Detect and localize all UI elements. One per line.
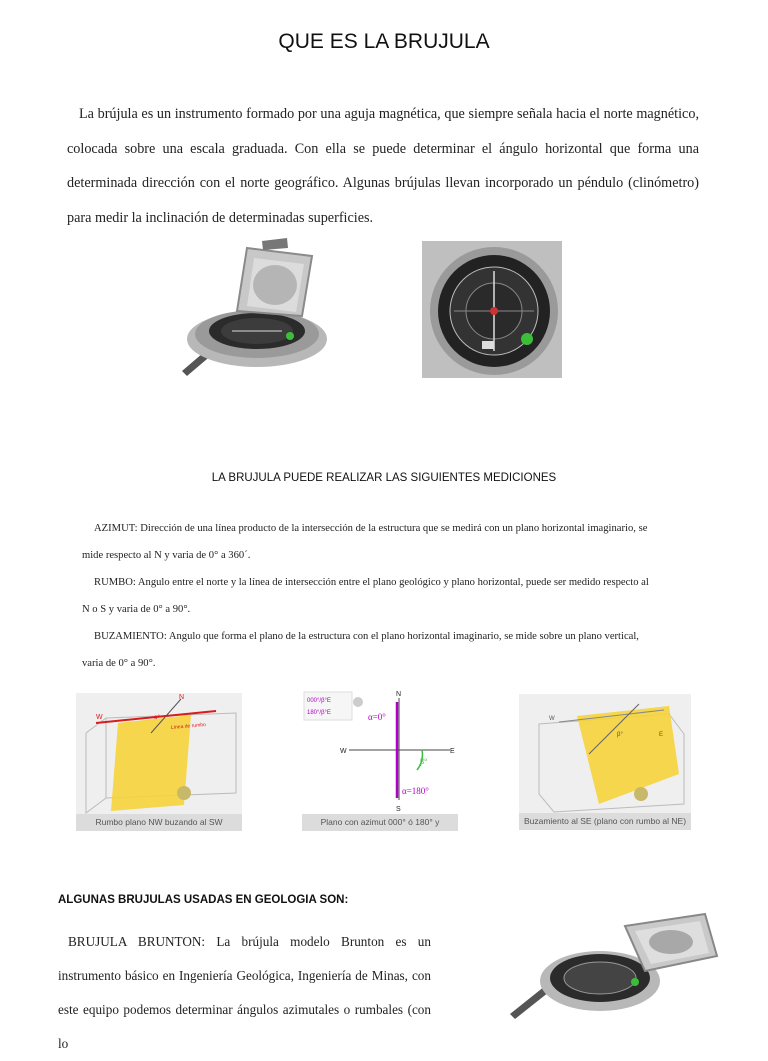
fig1-label-w: W: [96, 714, 103, 721]
brunton-text: BRUJULA BRUNTON: La brújula modelo Brunton es un instrumento básico en Ingeniería Geológica, Ingeniería de Minas, con este equipo podemos determinar ángulos azimutales o rumbales (con lo: [58, 934, 431, 1051]
measurements-list: [82, 515, 690, 677]
fig1-label-alpha: α°: [154, 715, 160, 721]
figure-buzamiento: [519, 694, 691, 830]
fig2-beta: β°: [420, 757, 428, 766]
brunton-compass-open-image: [162, 236, 334, 384]
figure-azimut: [302, 690, 458, 831]
measurement-rumbo-line1: RUMBO: Angulo entre el norte y la línea de intersección entre el plano geológico y plano horizontal, puede ser medido respecto al: [94, 577, 649, 588]
section2-heading: ALGUNAS BRUJULAS USADAS EN GEOLOGIA SON:: [58, 894, 349, 906]
figure-buzamiento-caption: Buzamiento al SE (plano con rumbo al NE): [519, 813, 691, 830]
measurement-buzamiento-line1: BUZAMIENTO: Angulo que forma el plano de la estructura con el plano horizontal imaginario, se mide sobre un plano vertical,: [94, 631, 639, 642]
figure-rumbo-caption: Rumbo plano NW buzando al SW: [76, 814, 242, 831]
fig1-label-line: Línea de rumbo: [170, 721, 207, 731]
brunton-compass-small-image: [505, 906, 721, 1021]
intro-paragraph: [67, 97, 699, 235]
measurement-buzamiento-line2: varia de 0° a 90°.: [82, 658, 156, 669]
figure-azimut-caption: Plano con azimut 000° ó 180° y: [302, 814, 458, 831]
measurement-azimut-line2: mide respecto al N y varia de 0° a 360´.: [82, 550, 251, 561]
fig3-label-beta: β°: [617, 732, 623, 738]
fig3-label-w: W: [549, 716, 555, 722]
measurement-term: RUMBO: [94, 577, 133, 588]
fig2-alpha0: α=0°: [368, 712, 386, 722]
fig2-label-e: E: [450, 748, 455, 755]
measurement-rumbo-line2: N o S y varia de 0° a 90°.: [82, 604, 191, 615]
fig2-legend2: 180°/β°E: [307, 710, 331, 716]
fig2-legend1: 000°/β°E: [307, 698, 331, 704]
compass-dial-closeup-image: [422, 241, 562, 378]
fig2-alpha180: α=180°: [402, 786, 429, 796]
figure-rumbo-diagram: [76, 693, 242, 814]
measurement-term: AZIMUT: [94, 523, 135, 534]
measurements-heading: LA BRUJULA PUEDE REALIZAR LAS SIGUIENTES MEDICIONES: [211, 472, 557, 484]
fig2-label-w: W: [340, 748, 347, 755]
measurement-term: BUZAMIENTO: [94, 631, 164, 642]
figure-azimut-diagram: [302, 690, 458, 814]
measurement-azimut-line1: AZIMUT: Dirección de una línea producto de la intersección de la estructura que se medirá con un plano horizontal imaginario, se: [94, 523, 648, 534]
fig2-label-s: S: [396, 806, 401, 813]
fig2-label-n: N: [396, 691, 402, 698]
fig1-label-n: N: [179, 694, 185, 701]
brunton-paragraph: [58, 925, 431, 1061]
fig3-label-e: E: [659, 732, 664, 738]
intro-text: La brújula es un instrumento formado por una aguja magnética, que siempre señala hacia el norte magnético, colocada sobre una escala graduada. Con ella se puede determinar el ángulo horizontal que forma una determinada dirección con el norte geográfico. Algunas brújulas llevan incorporado un péndulo (clinómetro) para medir la inclinación de determinadas superficies.: [67, 106, 699, 226]
page-title: QUE ES LA BRUJULA: [278, 30, 490, 53]
figure-rumbo: [76, 693, 242, 831]
figure-buzamiento-diagram: [519, 694, 691, 813]
